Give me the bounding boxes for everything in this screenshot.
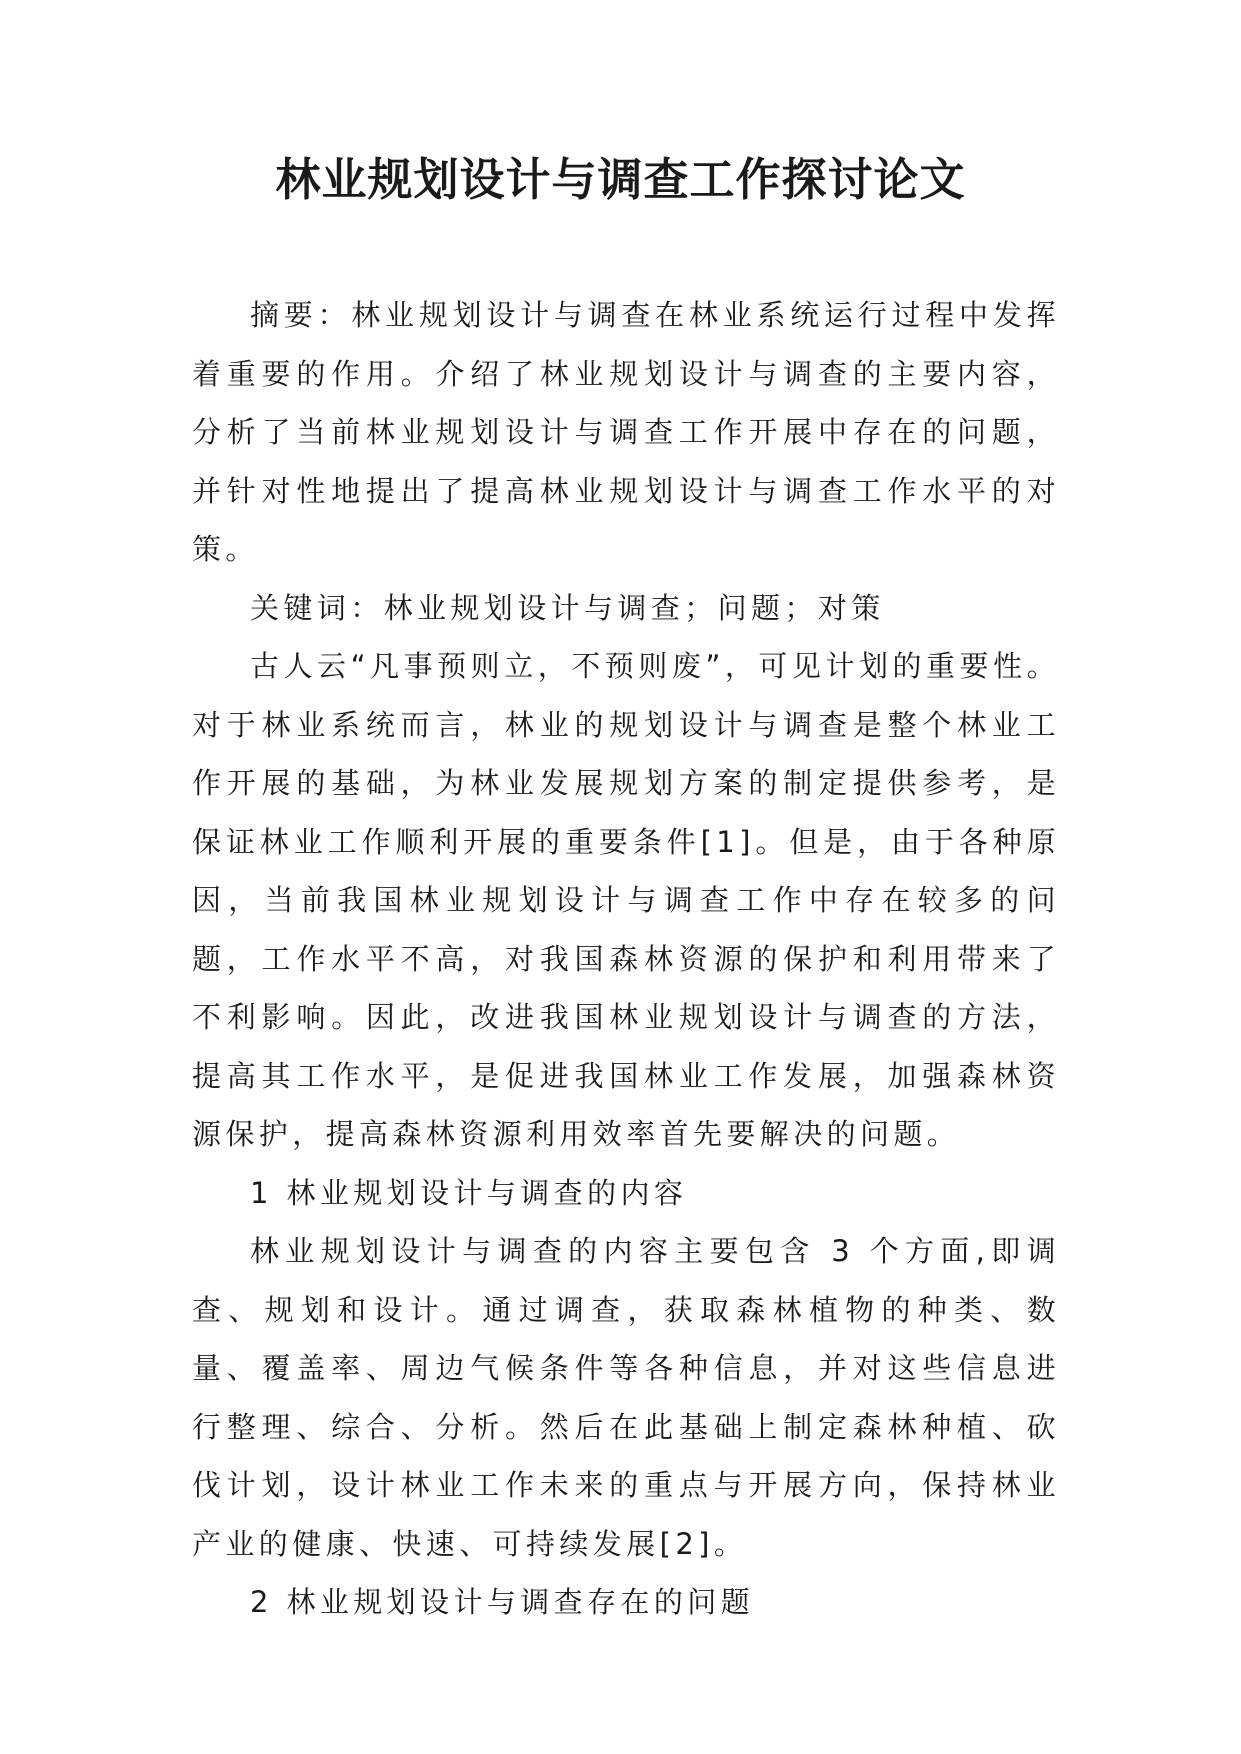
intro-paragraph: 古人云“凡事预则立，不预则废”，可见计划的重要性。对于林业系统而言，林业的规划设计与调查是整个林业工作开展的基础，为林业发展规划方案的制定提供参考，是保证林业工作顺利开展的重要条件[1]。但是，由于各种原因，当前我国林业规划设计与调查工作中存在较多的问题，工作水平不高，对我国森林资源的保护和利用带来了不利影响。因此，改进我国林业规划设计与调查的方法，提高其工作水平，是促进我国林业工作发展，加强森林资源保护，提高森林资源利用效率首先要解决的问题。 xyxy=(192,649,1060,1151)
document-title: 林业规划设计与调查工作探讨论文 xyxy=(275,153,966,206)
keywords-paragraph: 关键词：林业规划设计与调查；问题；对策 xyxy=(250,590,885,625)
abstract-paragraph: 摘要：林业规划设计与调查在林业系统运行过程中发挥着重要的作用。介绍了林业规划设计与调查的主要内容，分析了当前林业规划设计与调查工作开展中存在的问题，并针对性地提出了提高林业规划设计与调查工作水平的对策。 xyxy=(192,298,1060,566)
document-body xyxy=(192,286,1060,1632)
section-2-heading: 2 林业规划设计与调查存在的问题 xyxy=(250,1585,755,1619)
section-1-heading: 1 林业规划设计与调查的内容 xyxy=(250,1175,688,1210)
section-1-paragraph: 林业规划设计与调查的内容主要包含 3 个方面,即调查、规划和设计。通过调查，获取森林植物的种类、数量、覆盖率、周边气候条件等各种信息，并对这些信息进行整理、综合、分析。然后在此基础上制定森林种植、砍伐计划，设计林业工作未来的重点与开展方向，保持林业产业的健康、快速、可持续发展[2]。 xyxy=(192,1234,1060,1561)
